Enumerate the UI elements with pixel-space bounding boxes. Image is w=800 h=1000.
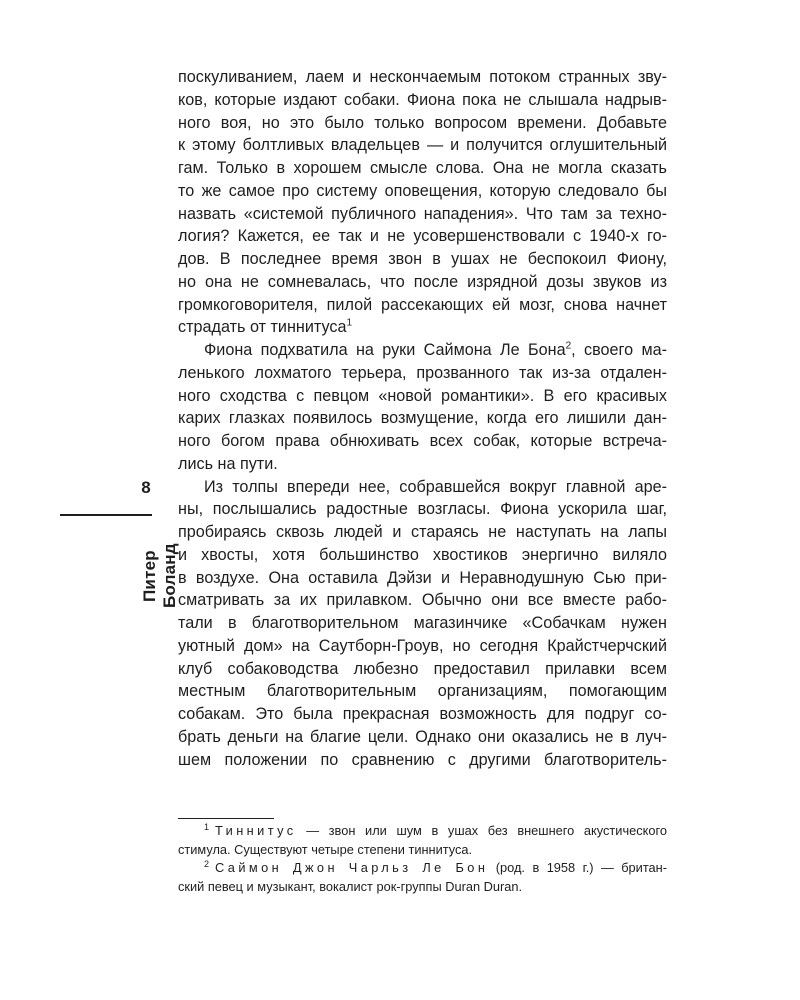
text-line-content: Фиона подхватила на руки Саймона Ле Бона: [204, 341, 566, 359]
text-line: ков, которые издают собаки. Фиона пока не слышала надрыв-: [178, 90, 667, 109]
text-line: Из толпы впереди нее, собравшейся вокруг главной аре-: [204, 477, 667, 496]
footnotes: [178, 822, 667, 896]
text-line: ны, послышались радостные возгласы. Фиона ускорила шаг,: [178, 500, 667, 519]
text-line: к этому болтливых владельцев — и получится оглушительный: [178, 136, 667, 155]
text-line: то же самое про систему оповещения, которую следовало бы: [178, 181, 667, 200]
footnote-ref-2[interactable]: 2: [565, 340, 572, 352]
footnote-2-line: ский певец и музыкант, вокалист рок-группы Duran Duran.: [178, 878, 523, 894]
text-line: ленького лохматого терьера, прозванного так из-за отдален-: [178, 363, 667, 382]
text-line: ного сходства с певцом «новой романтики». В его красивых: [178, 386, 667, 405]
footnote-2-text: (род. в 1958 г.) — британ-: [488, 860, 667, 875]
text-line: в воздухе. Она оставила Дэйзи и Неравнодушную Сью при-: [178, 568, 667, 587]
text-line: гам. Только в хорошем смысле слова. Она не могла сказать: [178, 159, 667, 177]
footnote-divider: [178, 818, 274, 819]
text-line: уютный дом» на Саутборн-Гроув, но сегодня Крайстчерчский: [178, 636, 667, 655]
text-line: [178, 316, 667, 339]
text-line: тали в благотворительном магазинчике «Собачкам нужен: [178, 614, 667, 632]
footnote-2-mark: 2: [204, 858, 210, 869]
text-line: но она не сомневалась, что после изрядной дозы звуков из: [178, 272, 667, 291]
footnote-2-line: [178, 859, 667, 878]
text-line-content: страдать от тиннитуса: [178, 318, 347, 337]
text-line: громкоговорителя, пилой рассекающих ей мозг, снова начнет: [178, 295, 667, 314]
body-text: [178, 66, 667, 771]
text-line: назвать «системой публичного нападения». Что там за техно-: [178, 204, 667, 223]
footnote-1-line: стимула. Существуют четыре степени тиннитуса.: [178, 841, 473, 857]
footnote-1-mark: 1: [204, 821, 210, 832]
running-head-author: Питер Боланд: [140, 543, 179, 609]
text-line: пробираясь сквозь людей и стараясь не наступать на лапы: [178, 523, 667, 541]
side-rule-divider: [60, 514, 152, 516]
text-line: карих глазках появилось возмущение, когда его лишили дан-: [178, 409, 667, 428]
text-line: сматривать за их прилавком. Обычно они все вместе рабо-: [178, 591, 667, 610]
text-line: лись на пути.: [178, 454, 278, 473]
text-line-tail: , своего ма-: [571, 341, 667, 359]
text-line: клуб собаководства любезно предоставил прилавки всем: [178, 659, 667, 678]
footnote-1-text: — звон или шум в ушах без внешнего акустического: [296, 823, 667, 838]
text-line: местным благотворительным организациям, помогающим: [178, 682, 667, 701]
text-line: поскуливанием, лаем и нескончаемым потоком странных зву-: [178, 68, 667, 86]
page-number: 8: [141, 478, 151, 497]
footnote-2-term: Саймон Джон Чарльз Ле Бон: [215, 860, 489, 875]
text-line: логия? Кажется, ее так и не усовершенствовали с 1940-х го-: [178, 227, 667, 246]
footnote-ref-1[interactable]: 1: [346, 317, 353, 329]
text-line: и хвосты, хотя большинство хвостиков энергично виляло: [178, 545, 667, 564]
text-line: собакам. Это была прекрасная возможность для подруг со-: [178, 705, 667, 723]
text-line: [178, 339, 667, 362]
footnote-1-line: [178, 822, 667, 841]
text-line: брать деньги на благие цели. Однако они оказались не в луч-: [178, 727, 667, 746]
text-line: ного богом права обнюхивать всех собак, которые встреча-: [178, 432, 667, 450]
text-line: шем положении по сравнению с другими благотворитель-: [178, 750, 667, 769]
text-line: ного воя, но это было только вопросом времени. Добавьте: [178, 113, 667, 132]
text-line: дов. В последнее время звон в ушах не беспокоил Фиону,: [178, 250, 667, 268]
footnote-1-term: Тиннитус: [215, 823, 297, 838]
